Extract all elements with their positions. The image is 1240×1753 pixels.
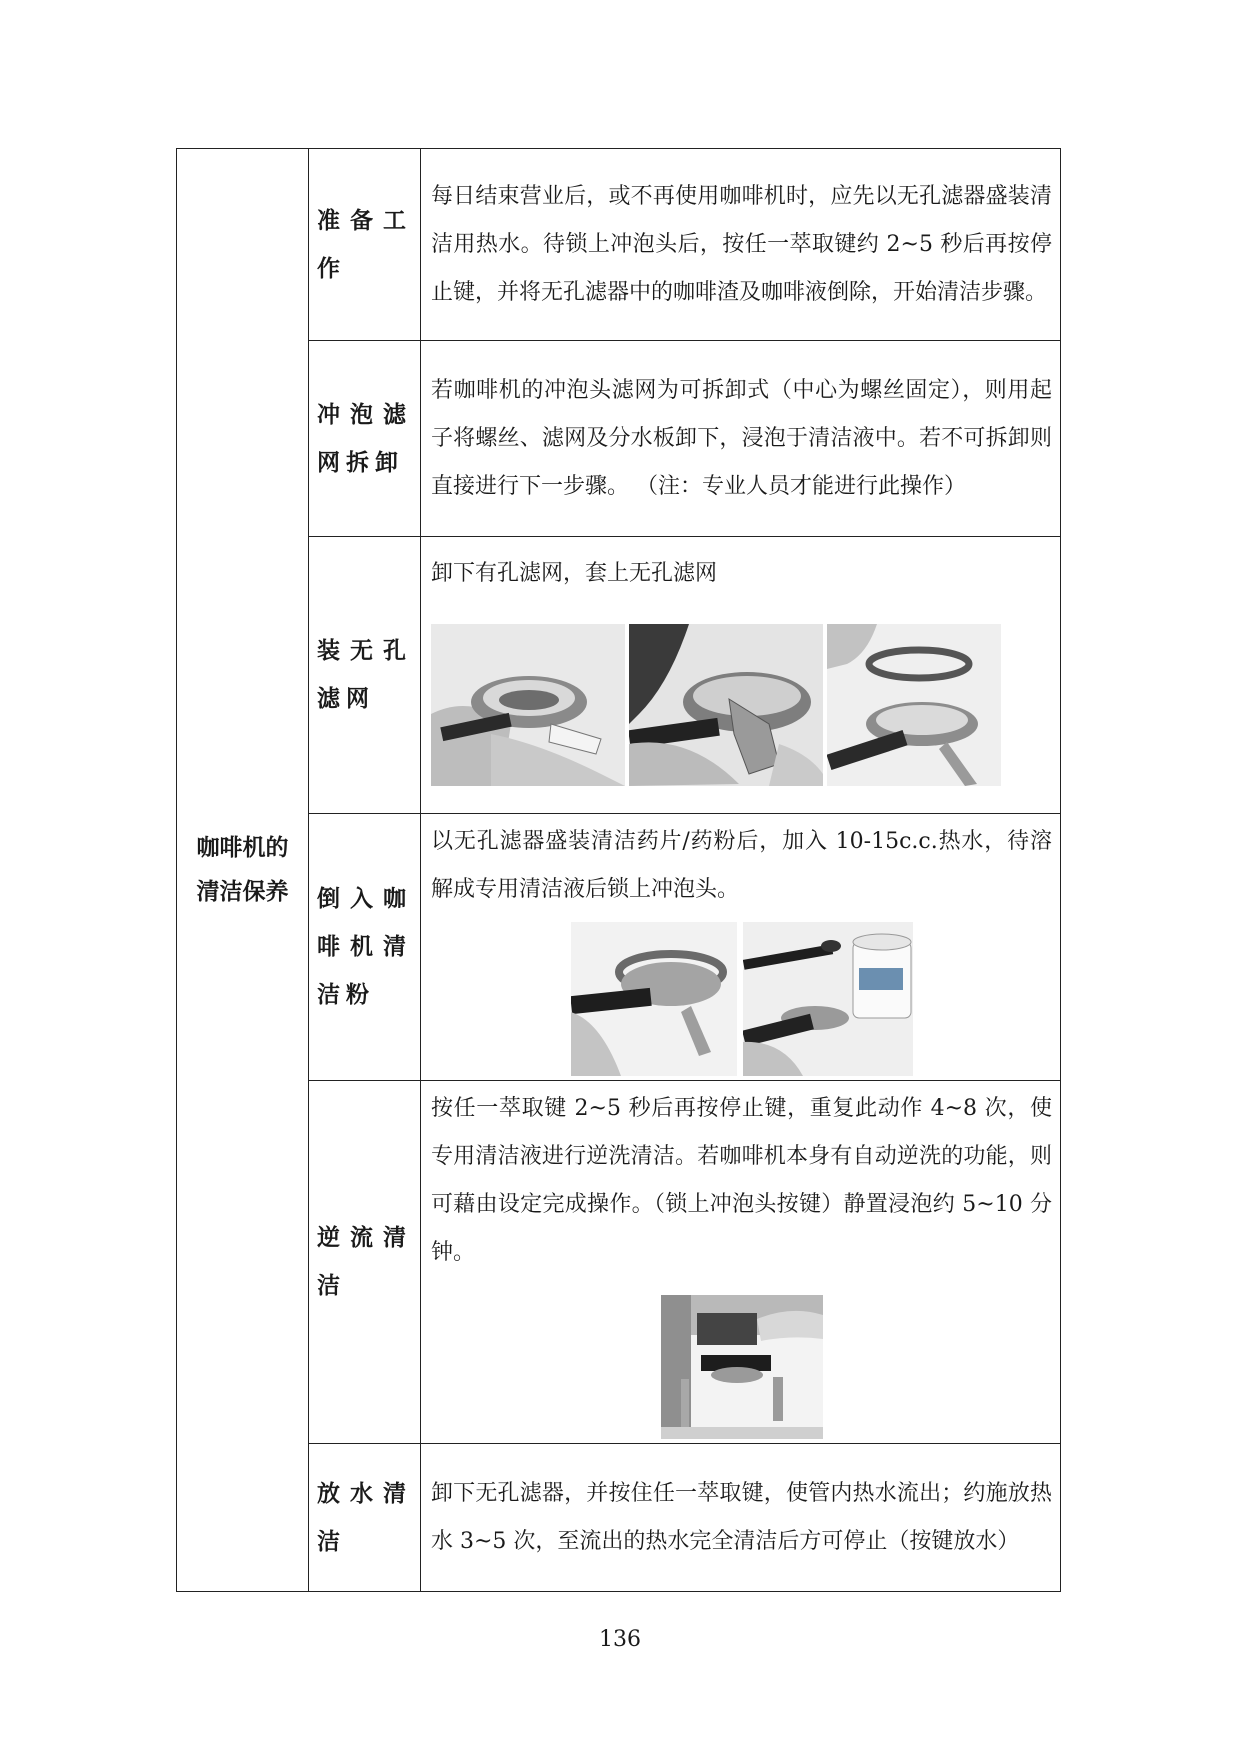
blind-basket-photo [827,624,1001,786]
step-description: 按任一萃取键 2~5 秒后再按停止键，重复此动作 4~8 次，使专用清洁液进行逆洗清洁。若咖啡机本身有自动逆洗的功能，则可藉由设定完成操作。（锁上冲泡头按键）静置浸泡约 5~10 分钟。 [431,1096,1052,1265]
step-title-cell [309,341,421,537]
table-row [177,814,1061,1081]
page-number: 136 [599,1627,641,1652]
portafilter-photo [431,624,625,786]
step-description: 卸下有孔滤网，套上无孔滤网 [431,561,718,586]
step-title-cell [309,814,421,1081]
table-row [177,1444,1061,1592]
step-description: 每日结束营业后，或不再使用咖啡机时，应先以无孔滤器盛装清洁用热水。待锁上冲泡头后，按任一萃取键约 2~5 秒后再按停止键，并将无孔滤器中的咖啡渣及咖啡液倒除，开始清洁步骤。 [431,183,1052,305]
table-row [177,149,1061,341]
step-description-cell [421,1444,1061,1592]
photo-strip [431,922,1052,1076]
step-title: 冲泡滤网拆卸 [317,400,412,476]
step-title-cell [309,537,421,814]
photo-strip [431,1295,1052,1439]
step-title: 放水清洁 [317,1479,412,1555]
cleaning-steps-table [176,148,1061,1592]
step-title-cell [309,149,421,341]
step-title: 装无孔滤网 [317,637,412,712]
espresso-machine-photo [661,1295,823,1439]
table-row [177,537,1061,814]
step-title: 倒入咖啡机清洁粉 [317,885,412,1008]
category-cell [177,149,309,1592]
step-title-cell [309,1444,421,1592]
step-description-cell [421,341,1061,537]
step-description: 若咖啡机的冲泡头滤网为可拆卸式（中心为螺丝固定），则用起子将螺丝、滤网及分水板卸下，浸泡于清洁液中。若不可拆卸则直接进行下一步骤。 （注：专业人员才能进行此操作） [431,377,1052,499]
table-row [177,1081,1061,1444]
step-title: 准备工作 [317,206,412,282]
step-description-cell [421,537,1061,814]
step-title-cell [309,1081,421,1444]
step-title: 逆流清洁 [317,1224,412,1299]
step-description-cell [421,814,1061,1081]
step-description-cell [421,149,1061,341]
cleaning-powder-photo [743,922,913,1076]
step-description: 卸下无孔滤器，并按住任一萃取键，使管内热水流出；约施放热水 3~5 次，至流出的热水完全清洁后方可停止（按键放水） [431,1480,1052,1554]
filter-removal-photo [629,624,823,786]
photo-strip [431,624,1052,786]
step-description-cell [421,1081,1061,1444]
step-description: 以无孔滤器盛装清洁药片/药粉后，加入 10-15c.c.热水，待溶解成专用清洁液后锁上冲泡头。 [431,829,1052,902]
portafilter-photo [571,922,737,1076]
table-row [177,341,1061,537]
category-label: 咖啡机的清洁保养 [196,834,289,905]
